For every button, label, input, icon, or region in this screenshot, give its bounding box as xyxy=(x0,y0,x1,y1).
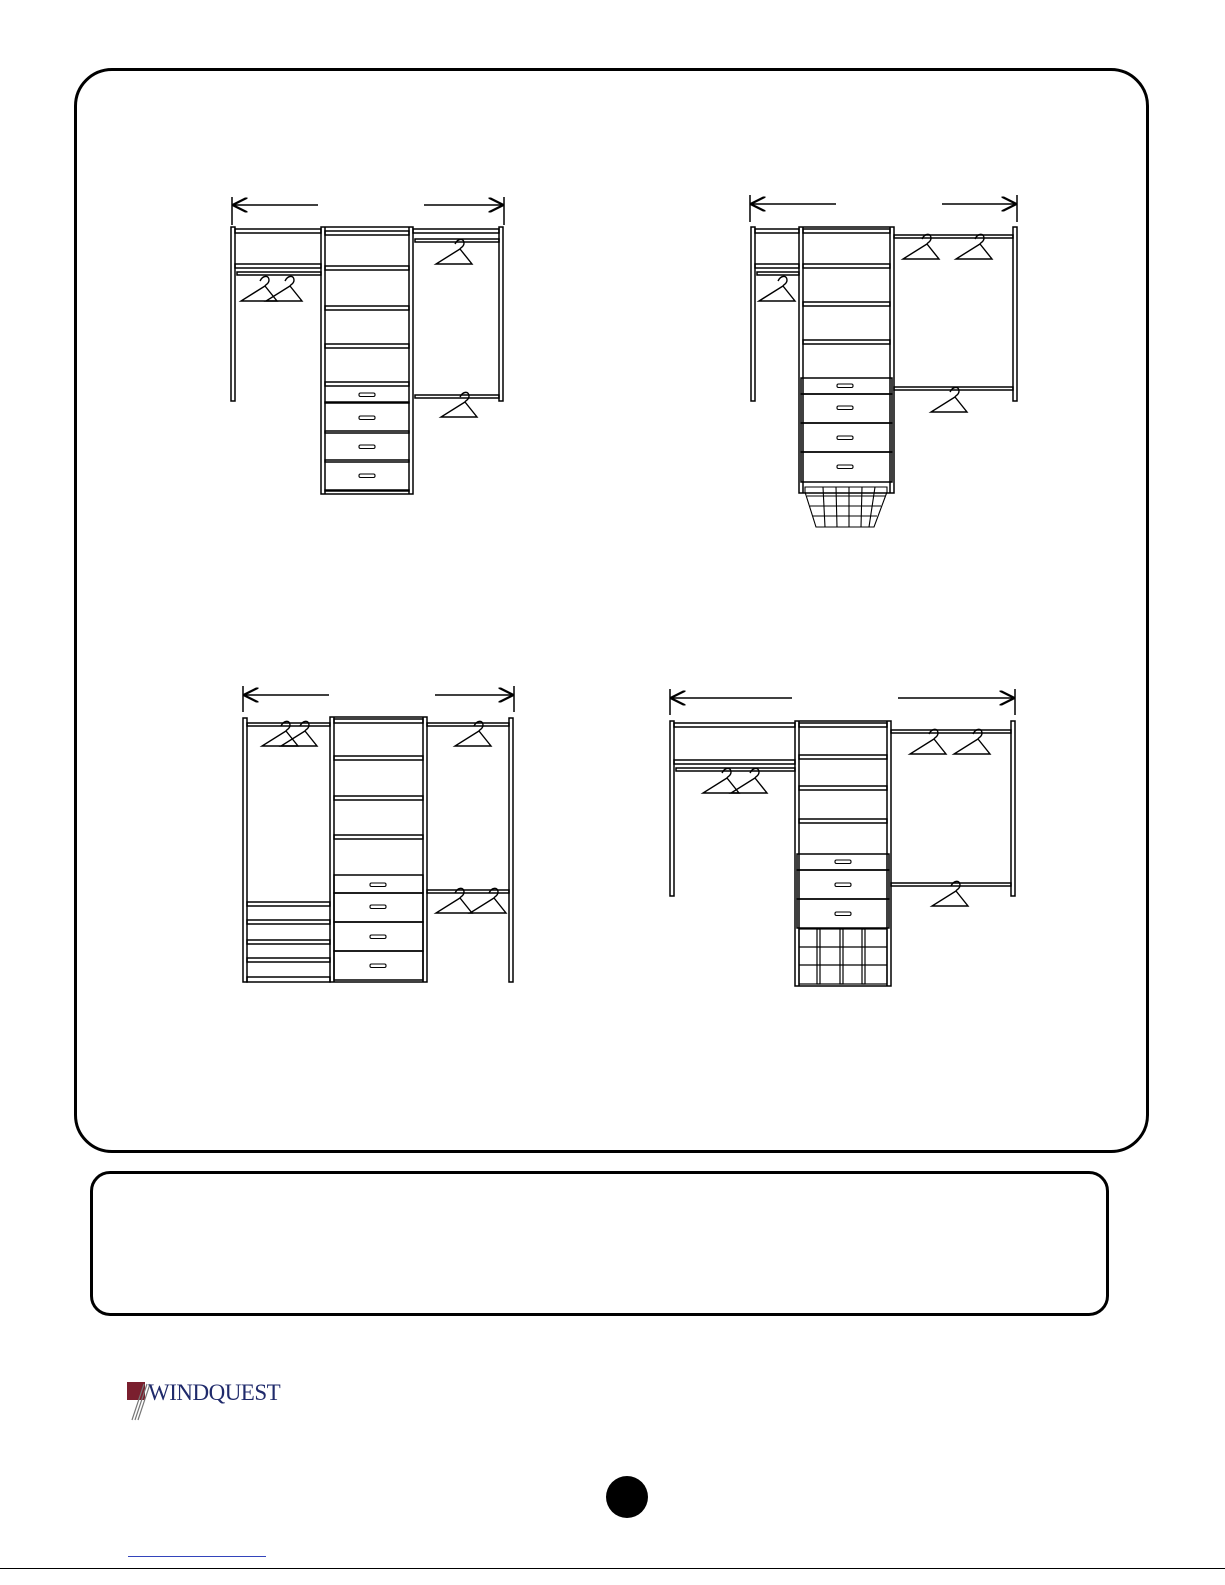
hanger-icon xyxy=(436,239,472,264)
drawer-pull-icon xyxy=(835,912,851,916)
drawer-pull-icon xyxy=(837,384,853,388)
drawer-pull-icon xyxy=(359,416,375,420)
closet-config-tower-basket xyxy=(750,195,1017,527)
closet-config-tower-drawers xyxy=(231,197,504,494)
dimension-arrow-icon xyxy=(750,195,1017,222)
drawer-pull-icon xyxy=(370,905,386,909)
drawer-pull-icon xyxy=(837,406,853,410)
drawer-pull-icon xyxy=(835,860,851,864)
hanger-icon xyxy=(931,387,967,412)
drawer-pull-icon xyxy=(370,935,386,939)
hanger-icon xyxy=(436,888,472,913)
hanger-icon xyxy=(262,721,298,746)
page-number-dot xyxy=(606,1476,648,1518)
logo-wordmark: WINDQUEST xyxy=(148,1380,281,1405)
drawer-pull-icon xyxy=(370,883,386,887)
drawer-pull-icon xyxy=(837,436,853,440)
dimension-arrow-icon xyxy=(232,197,504,225)
hanger-icon xyxy=(932,881,968,906)
drawer-pull-icon xyxy=(359,474,375,478)
closet-config-tower-cubbies xyxy=(670,689,1015,986)
drawer-pull-icon xyxy=(837,465,853,469)
hanger-icon xyxy=(281,721,317,746)
hanger-icon xyxy=(470,888,506,913)
hanger-icon xyxy=(441,392,477,417)
hanger-icon xyxy=(266,276,302,301)
dimension-arrow-icon xyxy=(243,686,514,712)
hanger-icon xyxy=(703,768,739,793)
drawer-pull-icon xyxy=(359,393,375,397)
closet-config-tower-shoe-shelves xyxy=(243,686,514,982)
footer-rule xyxy=(0,1568,1225,1569)
hanger-icon xyxy=(759,276,795,301)
drawer-pull-icon xyxy=(370,964,386,968)
dimension-arrow-icon xyxy=(670,689,1015,715)
drawer-pull-icon xyxy=(835,883,851,887)
cubby-grid-icon xyxy=(799,929,887,984)
hanger-icon xyxy=(731,768,767,793)
drawer-pull-icon xyxy=(359,445,375,449)
footer-link-rule[interactable] xyxy=(128,1556,266,1557)
hanger-icon xyxy=(455,721,491,746)
windquest-logo xyxy=(126,1376,296,1426)
